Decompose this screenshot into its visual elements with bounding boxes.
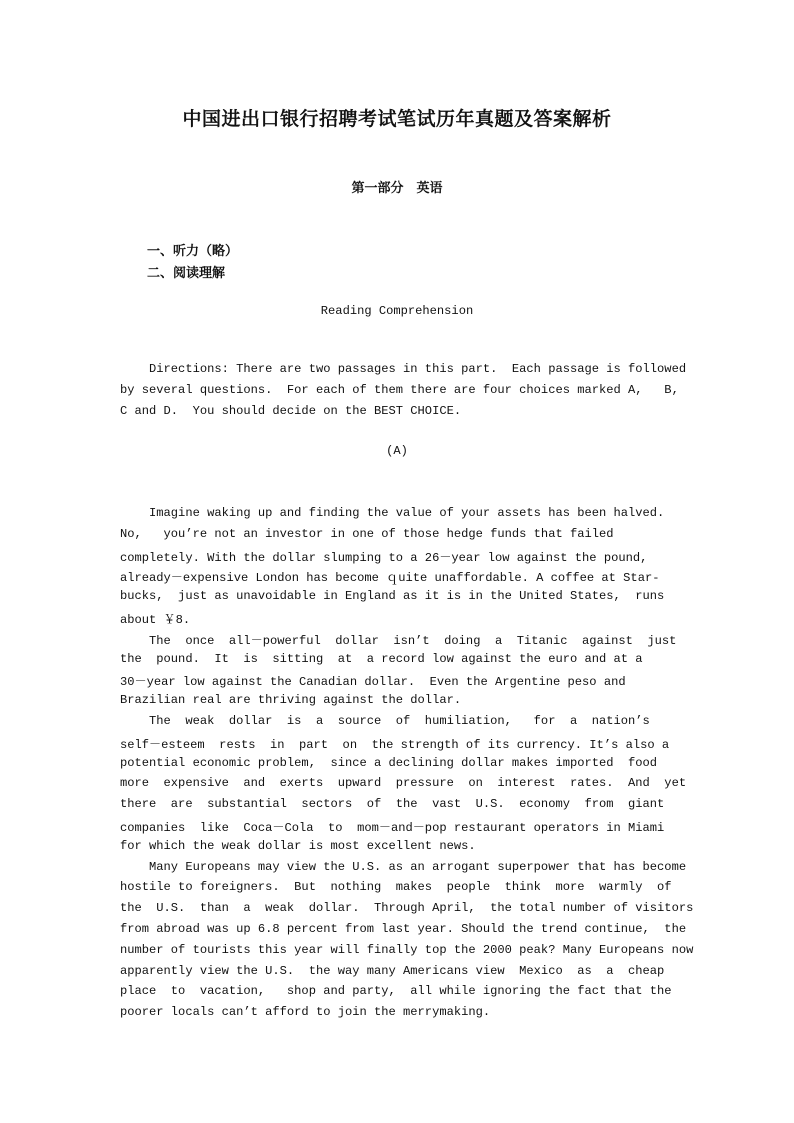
- passage-line: number of tourists this year will finally top the 2000 peak? Many Europeans now: [120, 942, 694, 957]
- section-reading: 二、阅读理解: [147, 266, 226, 281]
- passage-line: Imagine waking up and finding the value of your assets has been halved.: [120, 506, 665, 520]
- passage-line: hostile to foreigners. But nothing makes people think more warmly of: [120, 880, 672, 895]
- passage-line: for which the weak dollar is most excellent news.: [120, 838, 476, 853]
- reading-heading: Reading Comprehension: [320, 304, 474, 318]
- passage-line: companies like Coca－Cola to mom－and－pop restaurant operators in Miami: [120, 821, 665, 835]
- passage-line: Brazilian real are thriving against the dollar.: [120, 693, 462, 708]
- passage-line: the U.S. than a weak dollar. Through April, the total number of visitors: [120, 901, 694, 916]
- section-listening: 一、听力（略）: [147, 244, 239, 259]
- passage-line: self－esteem rests in part on the strength of its currency. It’s also a: [120, 737, 670, 752]
- directions-line: by several questions. For each of them there are four choices marked A, B,: [120, 383, 679, 397]
- passage-line: already－expensive London has become ｑuite unaffordable. A coffee at Star-: [120, 571, 660, 586]
- passage-line: 30－year low against the Canadian dollar. Even the Argentine peso and: [120, 675, 626, 690]
- passage-line: completely. With the dollar slumping to a 26－year low against the pound,: [120, 550, 648, 565]
- directions-line: C and D. You should decide on the BEST CHOICE.: [120, 404, 462, 418]
- passage-line: more expensive and exerts upward pressure on interest rates. And yet: [120, 776, 687, 791]
- passage-line: place to vacation, shop and party, all while ignoring the fact that the: [120, 984, 672, 999]
- passage-line: there are substantial sectors of the vast U.S. economy from giant: [120, 797, 665, 812]
- directions-line: Directions: There are two passages in this part. Each passage is followed: [120, 362, 687, 376]
- passage-line: The once all－powerful dollar isn’t doing a Titanic against just: [120, 633, 677, 648]
- passage-line: Many Europeans may view the U.S. as an arrogant superpower that has become: [120, 859, 687, 874]
- passage-line: bucks, just as unavoidable in England as it is in the United States, runs: [120, 589, 665, 604]
- passage-line: No, you’re not an investor in one of those hedge funds that failed: [120, 526, 614, 541]
- passage-label: (A): [386, 444, 408, 458]
- page-title: 中国进出口银行招聘考试笔试历年真题及答案解析: [182, 108, 612, 130]
- passage-line: potential economic problem, since a declining dollar makes imported food: [120, 755, 658, 770]
- part-heading: 第一部分 英语: [351, 181, 443, 196]
- passage-line: from abroad was up 6.8 percent from last year. Should the trend continue, the: [120, 922, 687, 936]
- passage-line: poorer locals can’t afford to join the merrymaking.: [120, 1005, 491, 1020]
- passage-line: The weak dollar is a source of humiliation, for a nation’s: [120, 714, 650, 728]
- passage-line: the pound. It is sitting at a record low against the euro and at a: [120, 651, 643, 666]
- passage-line: apparently view the U.S. the way many Americans view Mexico as a cheap: [120, 963, 665, 978]
- passage-line: about ￥8.: [120, 613, 191, 627]
